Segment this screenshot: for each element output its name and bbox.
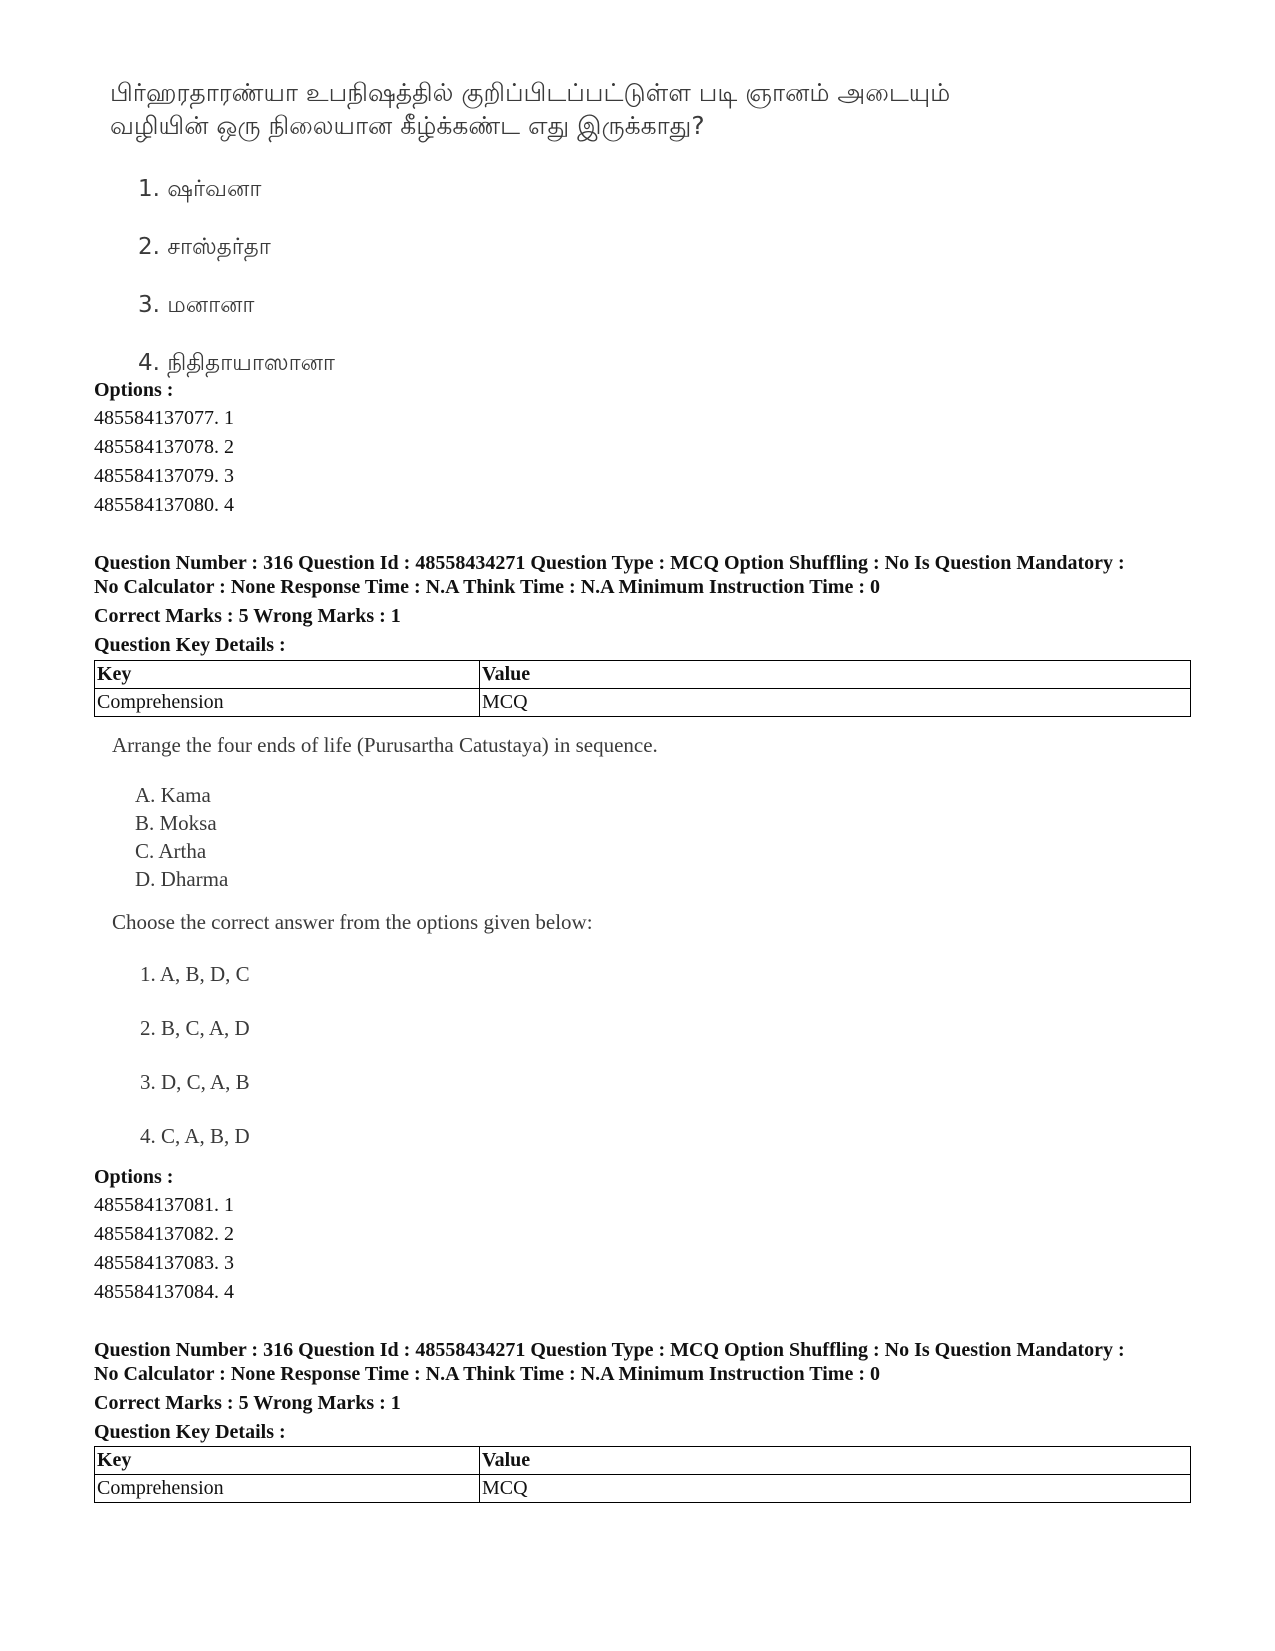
english-choice-3: 3. D, C, A, B (140, 1070, 250, 1094)
english-question-text: Arrange the four ends of life (Purusartha Catustaya) in sequence. (112, 733, 658, 757)
tamil-question-text (110, 76, 1070, 142)
english-choice-list (140, 947, 250, 1163)
table-cell-key: Comprehension (95, 1475, 480, 1503)
tamil-choice-1: 1. ஷர்வனா (138, 176, 262, 202)
meta-2-line-1: Question Number : 316 Question Id : 48558434271 Question Type : MCQ Option Shuffling : No Is Question Mandatory : (94, 1339, 1125, 1361)
q2-option-1: 485584137081. 1 (94, 1194, 234, 1216)
meta-1-line-1: Question Number : 316 Question Id : 48558434271 Question Type : MCQ Option Shuffling : No Is Question Mandatory : (94, 552, 1125, 574)
question-meta-2 (94, 1338, 1194, 1444)
meta-2-marks: Correct Marks : 5 Wrong Marks : 1 (94, 1392, 401, 1414)
table-row (95, 689, 1191, 717)
table-header-key: Key (95, 1447, 480, 1475)
sequence-item-a: A. Kama (135, 783, 211, 807)
table-header-key: Key (95, 661, 480, 689)
english-choice-4: 4. C, A, B, D (140, 1124, 250, 1148)
sequence-items-list (135, 781, 228, 893)
q1-option-4: 485584137080. 4 (94, 494, 234, 516)
english-choice-2: 2. B, C, A, D (140, 1016, 250, 1040)
tamil-question-line-1: பிர்ஹரதாரண்யா உபநிஷத்தில் குறிப்பிடப்பட்டுள்ள படி ஞானம் அடையும் (110, 78, 951, 107)
meta-1-key-details-label: Question Key Details : (94, 634, 286, 656)
tamil-question-line-2: வழியின் ஒரு நிலையான கீழ்க்கண்ட எது இருக்காது? (110, 111, 705, 140)
q1-option-1: 485584137077. 1 (94, 407, 234, 429)
meta-2-key-details-label: Question Key Details : (94, 1421, 286, 1443)
sequence-item-d: D. Dharma (135, 867, 229, 891)
table-header-row (95, 661, 1191, 689)
q1-option-2: 485584137078. 2 (94, 436, 234, 458)
tamil-choice-4: 4. நிதிதாயாஸானா (138, 350, 335, 376)
q1-options-block (94, 378, 234, 520)
table-cell-key: Comprehension (95, 689, 480, 717)
q2-option-2: 485584137082. 2 (94, 1223, 234, 1245)
sequence-item-b: B. Moksa (135, 811, 217, 835)
table-cell-value: MCQ (480, 1475, 1191, 1503)
table-header-row (95, 1447, 1191, 1475)
q2-option-3: 485584137083. 3 (94, 1252, 234, 1274)
meta-1-line-2: No Calculator : None Response Time : N.A Think Time : N.A Minimum Instruction Time : 0 (94, 576, 880, 598)
meta-1-marks: Correct Marks : 5 Wrong Marks : 1 (94, 605, 401, 627)
key-details-table-1 (94, 660, 1191, 717)
question-meta-1 (94, 551, 1194, 657)
key-details-table-2 (94, 1446, 1191, 1503)
q1-option-3: 485584137079. 3 (94, 465, 234, 487)
q1-options-label: Options : (94, 379, 174, 401)
tamil-choice-list (138, 160, 335, 392)
meta-2-line-2: No Calculator : None Response Time : N.A Think Time : N.A Minimum Instruction Time : 0 (94, 1363, 880, 1385)
english-choice-1: 1. A, B, D, C (140, 962, 250, 986)
q2-options-block (94, 1165, 234, 1307)
sequence-item-c: C. Artha (135, 839, 207, 863)
table-header-value: Value (480, 1447, 1191, 1475)
q2-options-label: Options : (94, 1166, 174, 1188)
table-row (95, 1475, 1191, 1503)
table-header-value: Value (480, 661, 1191, 689)
instruction-text: Choose the correct answer from the options given below: (112, 910, 593, 934)
tamil-choice-2: 2. சாஸ்தர்தா (138, 234, 271, 260)
table-cell-value: MCQ (480, 689, 1191, 717)
q2-option-4: 485584137084. 4 (94, 1281, 234, 1303)
tamil-choice-3: 3. மனானா (138, 292, 255, 318)
